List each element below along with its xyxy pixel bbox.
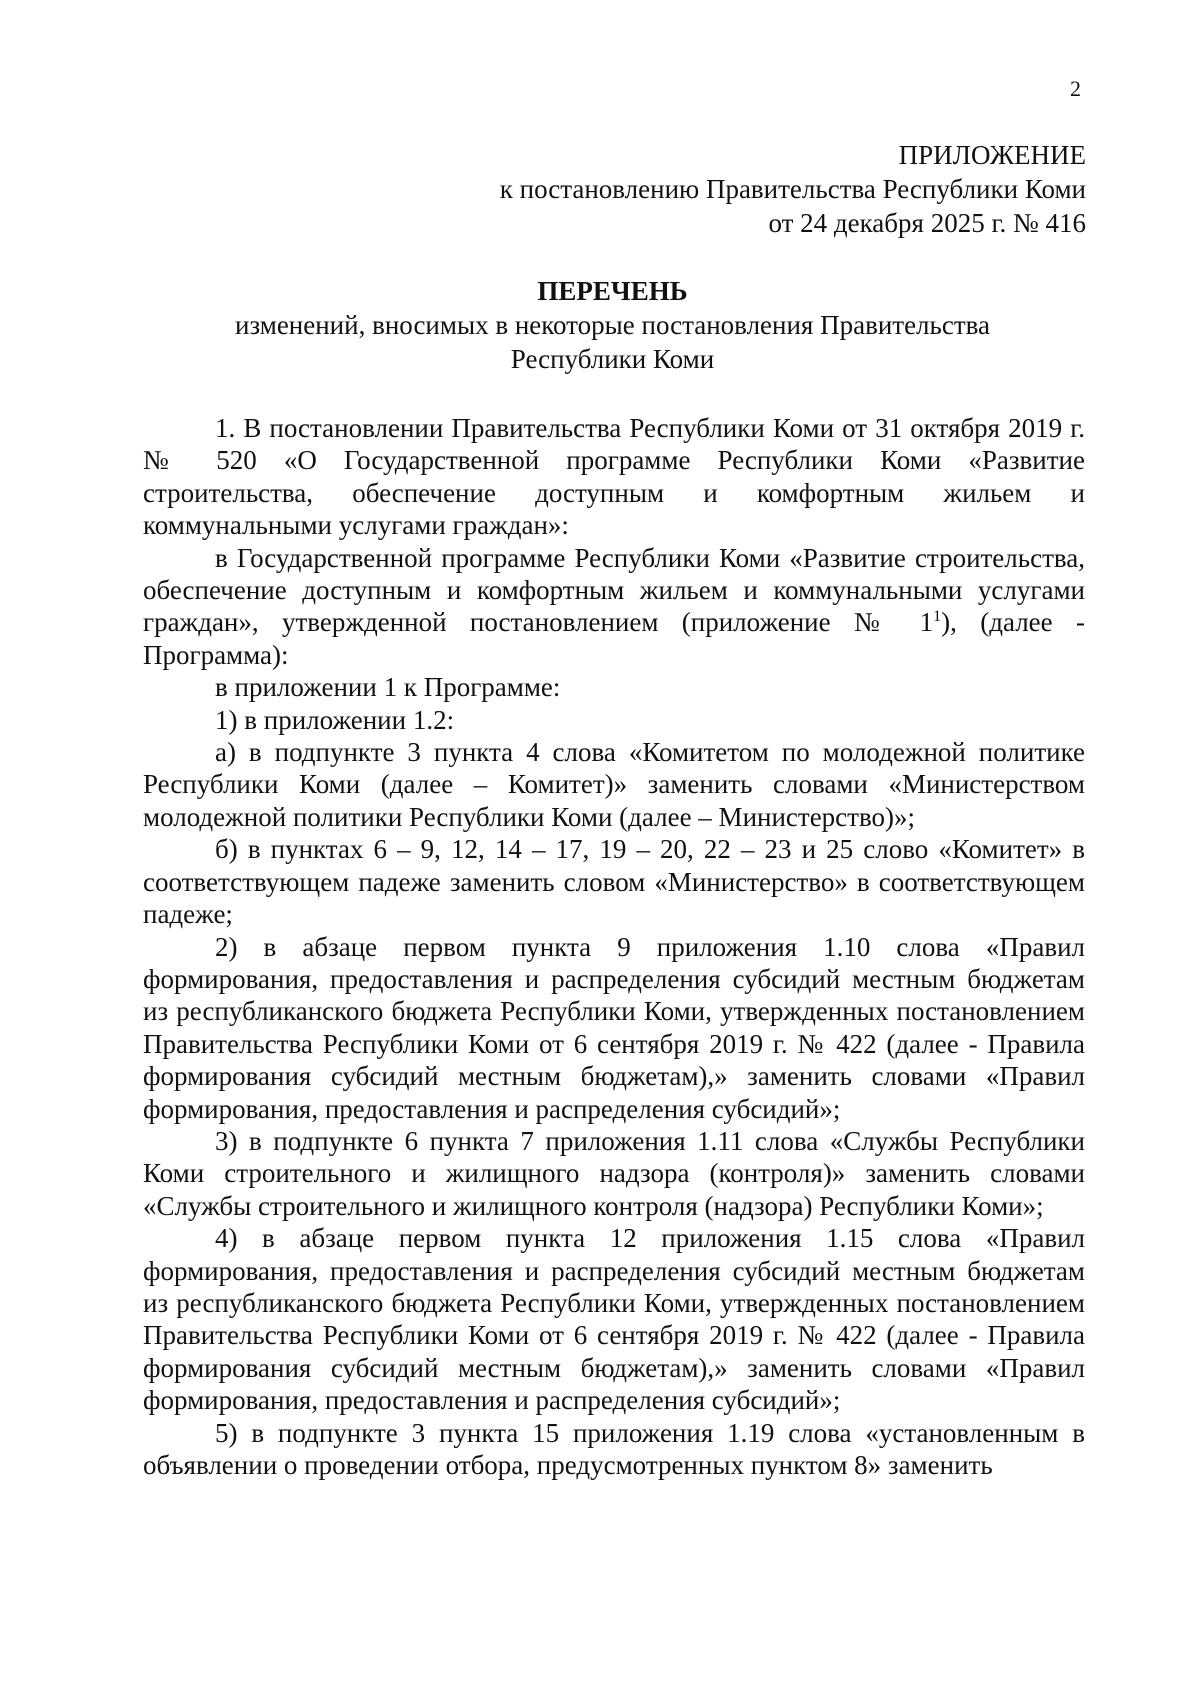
paragraph-8: 3) в подпункте 6 пункта 7 приложения 1.11 слова «Службы Республики Коми строительного и жилищного надзора (контроля)» заменить словами «Службы строительного и жилищного контроля (надзора) Республики Коми»; (143, 1125, 1085, 1221)
paragraph-10: 5) в подпункте 3 пункта 15 приложения 1.19 слова «установленным в объявлении о проведении отбора, предусмотренных пунктом 8» заменить (143, 1417, 1085, 1480)
document-title: ПЕРЕЧЕНЬ (537, 276, 688, 306)
paragraph-7: 2) в абзаце первом пункта 9 приложения 1.10 слова «Правил формирования, предоставления и распределения субсидий местным бюджетам из республиканского бюджета Республики Коми, утвержденных постановлением Правительства Республики Коми от 6 сентября 2019 г. № 422 (далее - Правила формирования субсидий местным бюджетам),» заменить словами «Правил формирования, предоставления и распределения субсидий»; (143, 931, 1085, 1124)
paragraph-5: а) в подпункте 3 пункта 4 слова «Комитетом по молодежной политике Республики Коми (далее – Комитет)» заменить словами «Министерством молодежной политики Республики Коми (далее – Министерство)»; (143, 737, 1085, 832)
paragraph-2 (143, 542, 1085, 672)
appendix-line-2: от 24 декабря 2025 г. № 416 (768, 208, 1086, 238)
appendix-title: ПРИЛОЖЕНИЕ (898, 140, 1086, 170)
paragraph-2-tail: ), (далее - Программа): (143, 607, 1085, 670)
document-subtitle-1: изменений, вносимых в некоторые постановления Правительства (235, 310, 990, 340)
paragraph-4: 1) в приложении 1.2: (215, 704, 455, 735)
paragraph-3: в приложении 1 к Программе: (215, 672, 561, 703)
footnote-mark: 1 (933, 608, 942, 626)
paragraph-9: 4) в абзаце первом пункта 12 приложения 1.15 слова «Правил формирования, предоставления и распределения субсидий местным бюджетам из республиканского бюджета Республики Коми, утвержденных постановлением Правительства Республики Коми от 6 сентября 2019 г. № 422 (далее - Правила формирования субсидий местным бюджетам),» заменить словами «Правил формирования, предоставления и распределения субсидий»; (143, 1223, 1085, 1416)
heading-block (140, 274, 1085, 376)
appendix-line-1: к постановлению Правительства Республики Коми (499, 174, 1086, 204)
paragraph-1: 1. В постановлении Правительства Республики Коми от 31 октября 2019 г. № 520 «О Государственной программе Республики Коми «Развитие строительства, обеспечение доступным и комфортным жильем и коммунальными услугами граждан»: (143, 413, 1085, 541)
appendix-block (500, 138, 1086, 240)
document-subtitle-2: Республики Коми (510, 344, 715, 374)
document-body (143, 412, 1085, 1481)
paragraph-6: б) в пунктах 6 – 9, 12, 14 – 17, 19 – 20, 22 – 23 и 25 слово «Комитет» в соответствующем падеже заменить словом «Министерство» в соответствующем падеже; (143, 834, 1085, 930)
page-number: 2 (1070, 76, 1081, 101)
paragraph-2-text: в Государственной программе Республики Коми «Развитие строительства, обеспечение доступным и комфортным жильем и коммунальными услугами граждан», утвержденной постановлением (приложение № 1 (143, 542, 1085, 638)
